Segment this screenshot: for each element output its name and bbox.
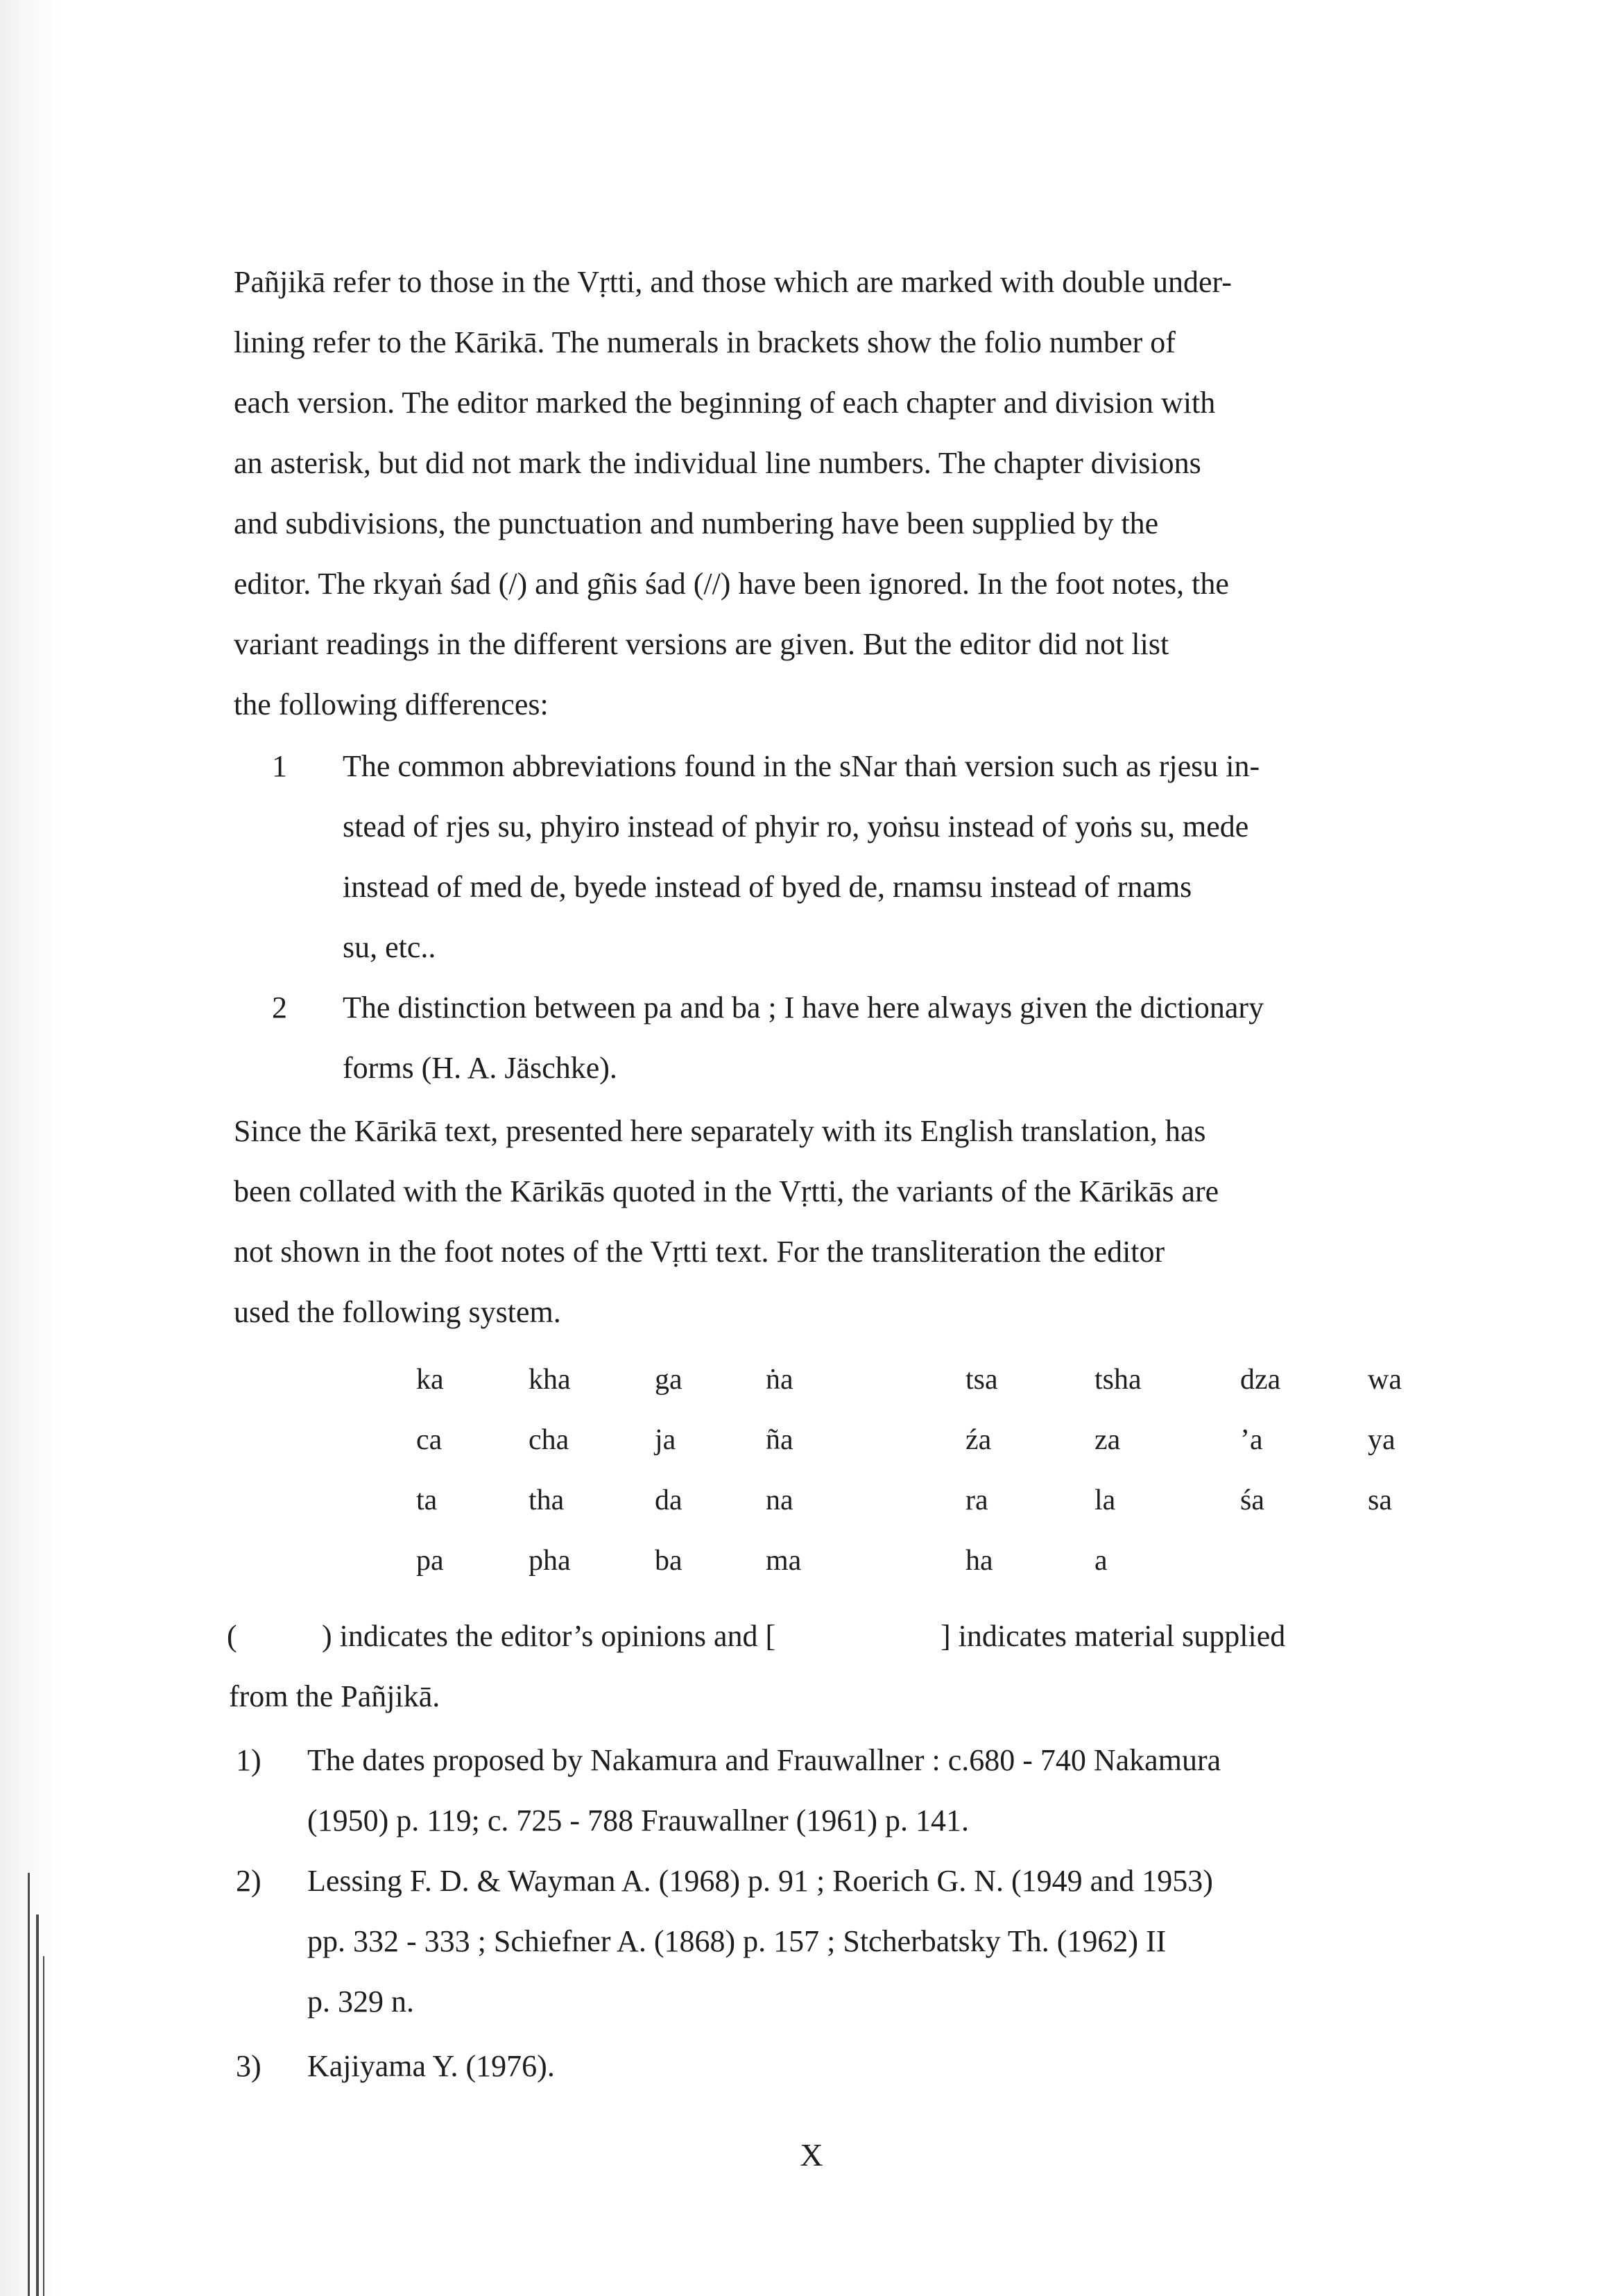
- footnote-line: Kajiyama Y. (1976).: [307, 2049, 555, 2083]
- table-cell: ca: [416, 1424, 443, 1456]
- footnote-line: p. 329 n.: [307, 1985, 414, 2019]
- footnote-line: (1950) p. 119; c. 725 - 788 Frauwallner (1961) p. 141.: [307, 1804, 969, 1837]
- table-cell: ta: [416, 1484, 438, 1516]
- footnote-number: 3): [236, 2049, 261, 2083]
- table-cell: ña: [766, 1424, 793, 1456]
- table-cell: tha: [529, 1484, 565, 1516]
- text-line: each version. The editor marked the beginning of each chapter and division with: [234, 386, 1216, 420]
- table-cell: źa: [965, 1424, 992, 1456]
- list-number: 2: [272, 991, 287, 1025]
- table-cell: ma: [766, 1545, 802, 1577]
- text-line: the following differences:: [234, 687, 549, 721]
- table-cell: a: [1094, 1545, 1108, 1577]
- table-cell: ka: [416, 1364, 444, 1396]
- binding-rule: [28, 1873, 30, 2296]
- list-item-line: forms (H. A. Jäschke).: [343, 1051, 617, 1085]
- text-line: Since the Kārikā text, presented here separately with its English translation, has: [234, 1114, 1206, 1148]
- table-cell: la: [1094, 1484, 1116, 1516]
- text-line: Pañjikā refer to those in the Vṛtti, and those which are marked with double under-: [234, 265, 1232, 299]
- table-cell: pa: [416, 1545, 444, 1577]
- footnote-line: pp. 332 - 333 ; Schiefner A. (1868) p. 157 ; Stcherbatsky Th. (1962) II: [307, 1924, 1167, 1958]
- page-number: X: [800, 2137, 823, 2173]
- table-cell: ha: [965, 1545, 993, 1577]
- table-cell: śa: [1240, 1484, 1264, 1516]
- text-line: not shown in the foot notes of the Vṛtti text. For the transliteration the editor: [234, 1235, 1165, 1269]
- table-cell: ja: [655, 1424, 676, 1456]
- open-paren: (: [227, 1619, 237, 1653]
- note-text: ] indicates material supplied: [941, 1619, 1286, 1653]
- text-line: an asterisk, but did not mark the individual line numbers. The chapter divisions: [234, 446, 1201, 480]
- table-cell: wa: [1368, 1364, 1402, 1396]
- list-item-line: The distinction between pa and ba ; I have here always given the dictionary: [343, 991, 1264, 1025]
- list-item-line: su, etc..: [343, 930, 436, 964]
- text-line: and subdivisions, the punctuation and numbering have been supplied by the: [234, 506, 1159, 540]
- table-cell: za: [1094, 1424, 1121, 1456]
- list-item-line: The common abbreviations found in the sNar thaṅ version such as rjesu in-: [343, 749, 1260, 783]
- table-cell: sa: [1368, 1484, 1392, 1516]
- table-cell: ya: [1368, 1424, 1396, 1456]
- footnote-line: Lessing F. D. & Wayman A. (1968) p. 91 ; Roerich G. N. (1949 and 1953): [307, 1864, 1213, 1898]
- list-number: 1: [272, 749, 287, 783]
- text-line: variant readings in the different versions are given. But the editor did not list: [234, 627, 1169, 661]
- table-cell: da: [655, 1484, 682, 1516]
- footnote-number: 2): [236, 1864, 261, 1898]
- table-cell: ga: [655, 1364, 682, 1396]
- table-cell: cha: [529, 1424, 569, 1456]
- footnote-line: The dates proposed by Nakamura and Frauwallner : c.680 - 740 Nakamura: [307, 1743, 1221, 1777]
- text-line: editor. The rkyaṅ śad (/) and gñis śad (//) have been ignored. In the foot notes, the: [234, 567, 1229, 601]
- table-cell: ’a: [1240, 1424, 1263, 1456]
- table-cell: pha: [529, 1545, 571, 1577]
- table-cell: ba: [655, 1545, 682, 1577]
- note-text: from the Pañjikā.: [229, 1679, 440, 1713]
- list-item-line: stead of rjes su, phyiro instead of phyir ro, yoṅsu instead of yoṅs su, mede: [343, 809, 1249, 843]
- text-line: used the following system.: [234, 1295, 561, 1329]
- table-cell: tsha: [1094, 1364, 1142, 1396]
- list-item-line: instead of med de, byede instead of byed de, rnamsu instead of rnams: [343, 870, 1192, 904]
- binding-shadow: [0, 0, 62, 2296]
- table-cell: kha: [529, 1364, 571, 1396]
- table-cell: dza: [1240, 1364, 1281, 1396]
- table-cell: ṅa: [766, 1364, 793, 1396]
- table-cell: tsa: [965, 1364, 998, 1396]
- table-cell: na: [766, 1484, 793, 1516]
- text-line: lining refer to the Kārikā. The numerals in brackets show the folio number of: [234, 325, 1176, 359]
- table-cell: ra: [965, 1484, 988, 1516]
- note-text: ) indicates the editor’s opinions and [: [322, 1619, 776, 1653]
- footnote-number: 1): [236, 1743, 261, 1777]
- binding-rule: [43, 1956, 44, 2296]
- binding-rule: [36, 1914, 39, 2296]
- text-line: been collated with the Kārikās quoted in the Vṛtti, the variants of the Kārikās are: [234, 1174, 1219, 1208]
